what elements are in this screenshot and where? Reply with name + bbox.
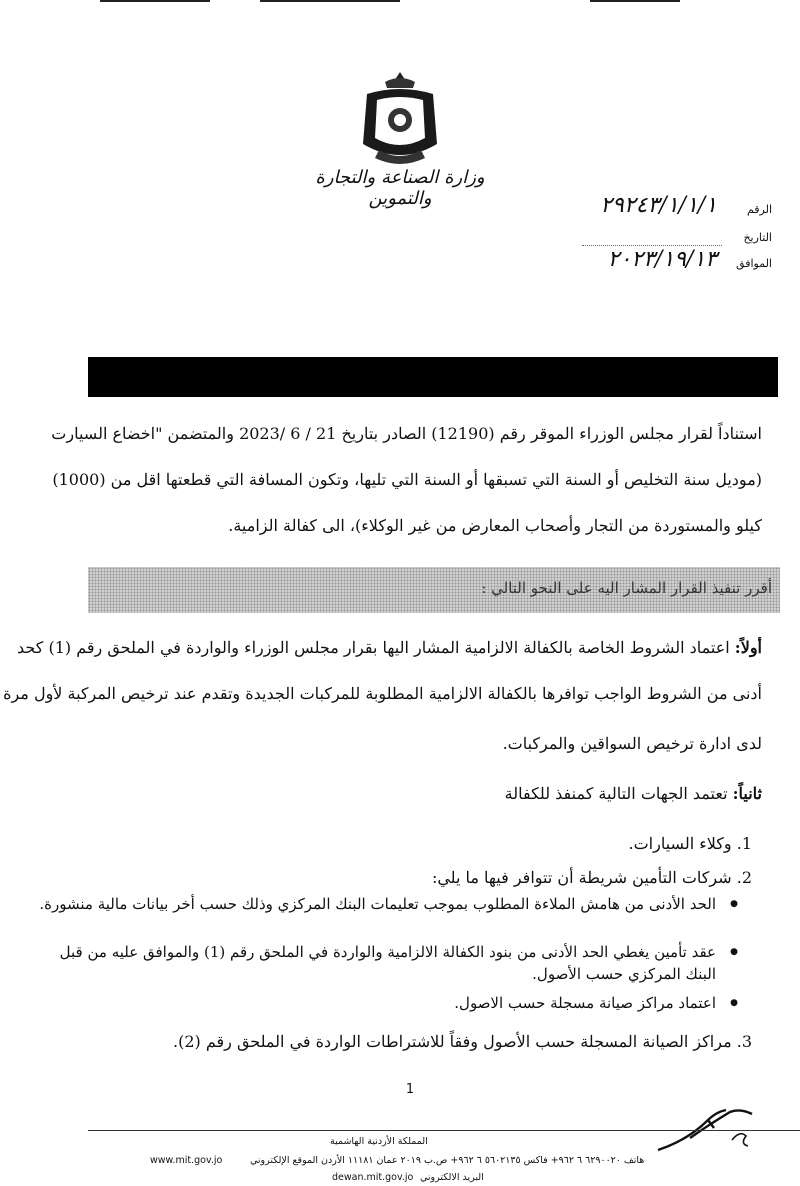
corresponding-label: الموافق [736,257,772,270]
intro-line-3: كيلو والمستوردة من التجار وأصحاب المعارض من غير الوكلاء)، الى كفالة الزامية. [228,516,762,535]
redacted-subject [88,357,778,397]
list-item: 3. مراكز الصيانة المسجلة حسب الأصول وفقاً للاشتراطات الواردة في الملحق رقم (2). [172,1032,752,1051]
number-label: الرقم [746,203,772,216]
top-border [0,0,800,3]
date-label: التاريخ [743,231,772,244]
first-clause-line-3: لدى ادارة ترخيص السواقين والمركبات. [502,734,762,753]
second-text: تعتمد الجهات التالية كمنفذ للكفالة [504,784,733,803]
list-item: 1. وكلاء السيارات. [628,834,752,853]
bullet-item: ● عقد تأمين يغطي الحد الأدنى من بنود الكفالة الالزامية والواردة في الملحق رقم (1) والموافق عليه من قبل البنك المركزي حسب الأصول. [36,941,716,985]
intro-line-1: استناداً لقرار مجلس الوزراء الموقر رقم (12190) الصادر بتاريخ 21 / 6 /2023 والمتضمن "اخضاع السيارت [51,424,762,443]
footer-email-label: البريد الالكتروني [420,1172,484,1183]
footer-contact-text: هاتف ٦٢٩٠٠٢٠ ٦ ٩٦٢+ فاكس ٥٦٠٢١٣٥ ٦ ٩٦٢+ ص.ب ٢٠١٩ عمان ١١١٨١ الأردن [321,1155,645,1166]
footer-website-link[interactable]: www.mit.gov.jo [150,1155,223,1166]
first-lead: أولاً: [734,638,762,657]
page-number: 1 [405,1082,415,1097]
jordan-coat-of-arms-icon [355,68,445,168]
corresponding-value: ٢٠٢٣/١٩/١٣ [607,247,717,272]
first-clause-line-2: أدنى من الشروط الواجب توافرها بالكفالة الالزامية المطلوبة للمركبات الجديدة وتقدم عند ترخيص المركبة لأول مرة [3,684,762,703]
footer-website-label: الموقع الإلكتروني [250,1155,319,1166]
footer-divider [88,1130,800,1131]
first-text: اعتماد الشروط الخاصة بالكفالة الالزامية المشار اليها بقرار مجلس الوزراء والواردة في الملحق رقم (1) كحد [17,638,735,657]
decision-banner-text: أقرر تنفيذ القرار المشار اليه على النحو التالي : [481,579,772,597]
first-clause-line-1 [17,638,762,657]
bullet-item: ● الحد الأدنى من هامش الملاءة المطلوب بموجب تعليمات البنك المركزي وذلك حسب أخر بيانات مالية منشورة. [36,893,716,915]
ministry-name: وزارة الصناعة والتجارة والتموين [315,167,485,209]
decision-banner [88,567,780,613]
footer-email-link[interactable]: dewan.mit.gov.jo [332,1172,414,1183]
intro-line-2: (موديل سنة التخليص أو السنة التي تسبقها أو السنة التي تليها، وتكون المسافة التي قطعتها اقل من (1000) [52,470,762,489]
footer-contact [250,1155,644,1166]
bullet-item: ● اعتماد مراكز صيانة مسجلة حسب الاصول. [36,992,716,1014]
second-lead: ثانياً: [732,784,762,803]
list-item: 2. شركات التأمين شريطة أن تتوافر فيها ما يلي: [431,868,752,887]
footer-kingdom: المملكة الأردنية الهاشمية [330,1136,428,1147]
number-value: ٢٩٢٤٣/١/١/١ [600,193,717,218]
second-clause [32,784,762,803]
